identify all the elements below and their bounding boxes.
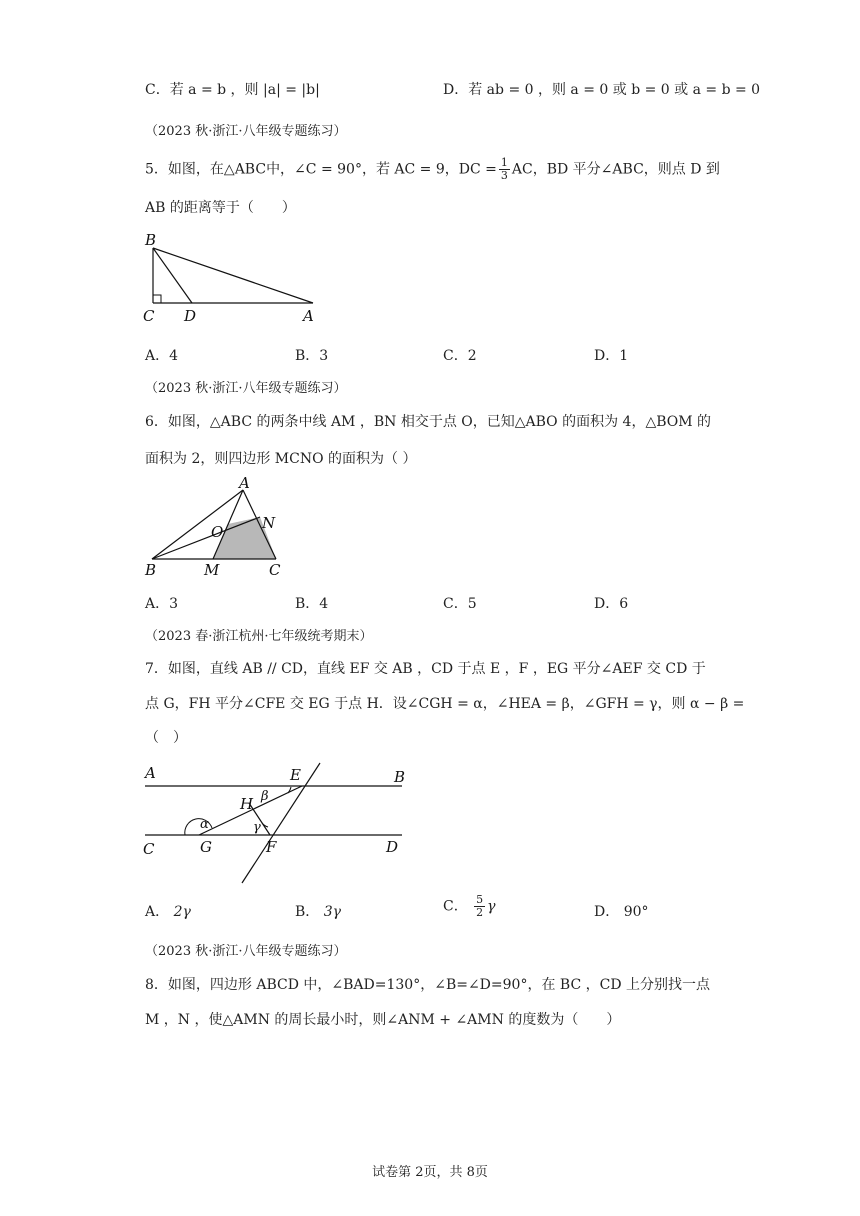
label-n: N — [262, 514, 276, 532]
q8-stem-line2: M ，N ，使△AMN 的周长最小时，则∠ANM + ∠AMN 的度数为（ ） — [145, 1012, 621, 1028]
q5-option-c — [443, 345, 477, 365]
label-e: E — [290, 766, 301, 784]
option-label: D． — [594, 904, 620, 920]
fraction-denominator: 3 — [500, 169, 508, 182]
option-value: 3γ — [323, 904, 342, 920]
label-m: M — [204, 561, 220, 579]
q5-option-a — [145, 345, 178, 365]
q7-option-d — [594, 901, 649, 921]
q5-option-b — [295, 345, 328, 365]
option-label: A． — [145, 904, 170, 920]
option-label: B． — [295, 596, 320, 612]
option-value: 1 — [619, 348, 629, 364]
label-g: G — [200, 838, 212, 856]
label-a: A — [239, 474, 250, 492]
option-value: 6 — [619, 596, 629, 612]
q4-option-c — [145, 79, 320, 99]
label-c: C — [269, 561, 281, 579]
label-o: O — [211, 523, 224, 541]
q7-option-a — [145, 901, 191, 921]
q7-source: （2023 春·浙江杭州·七年级统考期末） — [145, 629, 373, 644]
q7-stem-line1: 7．如图，直线 AB // CD，直线 EF 交 AB ，CD 于点 E ，F ，EG 平分∠AEF 交 CD 于 — [145, 661, 706, 677]
q4-option-d — [443, 79, 760, 99]
q8-source: （2023 秋·浙江·八年级专题练习） — [145, 944, 347, 959]
option-value: γ — [487, 898, 496, 915]
fraction — [474, 894, 485, 919]
option-text: 若 a = b ，则 |a| = |b| — [169, 82, 320, 98]
q5-option-d — [594, 345, 628, 365]
option-label: D． — [443, 82, 469, 98]
label-a: A — [145, 764, 156, 782]
option-text: 若 ab = 0 ，则 a = 0 或 b = 0 或 a = b = 0 — [468, 82, 761, 98]
label-b: B — [145, 561, 157, 579]
option-value: 5 — [467, 596, 477, 612]
label-gamma: γ — [253, 820, 261, 835]
stem-text: AC，BD 平分∠ABC，则点 D 到 — [511, 161, 720, 178]
page-footer: 试卷第 2页，共 8页 — [372, 1165, 488, 1180]
option-label: D． — [594, 596, 620, 612]
option-value: 90° — [623, 904, 649, 920]
q6-source: （2023 秋·浙江·八年级专题练习） — [145, 381, 347, 396]
q6-option-a — [145, 593, 178, 613]
label-d: D — [386, 838, 399, 856]
option-label: A． — [145, 596, 170, 612]
option-value: 2γ — [173, 904, 191, 920]
q8-stem-line1: 8．如图，四边形 ABCD 中，∠BAD=130°，∠B=∠D=90°，在 BC ，CD 上分别找一点 — [145, 977, 711, 993]
label-alpha: α — [200, 817, 209, 832]
q7-stem-line3: （ ） — [145, 730, 187, 746]
label-b: B — [145, 231, 157, 249]
option-label: C． — [145, 82, 170, 98]
q6-option-c — [443, 593, 477, 613]
label-c: C — [143, 840, 155, 858]
stem-text: △ABC — [223, 161, 267, 178]
label-beta: β — [261, 789, 269, 804]
q5-source: （2023 秋·浙江·八年级专题练习） — [145, 124, 347, 139]
option-label: B． — [295, 904, 320, 920]
label-b: B — [394, 768, 406, 786]
q5-triangle-figure — [140, 228, 340, 328]
fraction-numerator: 5 — [476, 893, 484, 906]
q7-option-c — [443, 894, 496, 919]
option-label: D． — [594, 348, 620, 364]
q7-parallel-lines-figure — [140, 758, 420, 888]
q6-option-d — [594, 593, 628, 613]
q7-option-b — [295, 901, 341, 921]
q6-triangle-figure — [140, 474, 310, 584]
option-label: C． — [443, 596, 468, 612]
option-value: 4 — [169, 348, 179, 364]
fraction-denominator: 2 — [476, 906, 484, 919]
label-d: D — [184, 307, 197, 325]
fraction-numerator: 1 — [500, 156, 508, 169]
option-value: 3 — [169, 596, 179, 612]
stem-text: 5．如图，在 — [145, 161, 224, 178]
label-c: C — [143, 307, 155, 325]
label-h: H — [240, 795, 254, 813]
q5-stem-line1 — [145, 157, 720, 182]
q6-option-b — [295, 593, 328, 613]
option-label: B． — [295, 348, 320, 364]
q6-stem-line2: 面积为 2，则四边形 MCNO 的面积为（ ） — [145, 451, 417, 467]
label-a: A — [303, 307, 314, 325]
q7-stem-line2: 点 G，FH 平分∠CFE 交 EG 于点 H．设∠CGH = α，∠HEA = β，∠GFH = γ，则 α − β = — [145, 696, 745, 712]
option-value: 4 — [319, 596, 329, 612]
label-f: F — [266, 838, 277, 856]
option-label: C． — [443, 348, 468, 364]
option-label: A． — [145, 348, 170, 364]
option-value: 2 — [467, 348, 477, 364]
stem-text: 中，∠C = 90°，若 AC = 9，DC = — [266, 161, 497, 178]
option-value: 3 — [319, 348, 329, 364]
fraction — [499, 157, 510, 182]
option-label: C． — [443, 898, 468, 915]
q5-stem-line2: AB 的距离等于（ ） — [145, 200, 296, 216]
q6-stem-line1: 6．如图，△ABC 的两条中线 AM ，BN 相交于点 O，已知△ABO 的面积为 4，△BOM 的 — [145, 414, 712, 430]
